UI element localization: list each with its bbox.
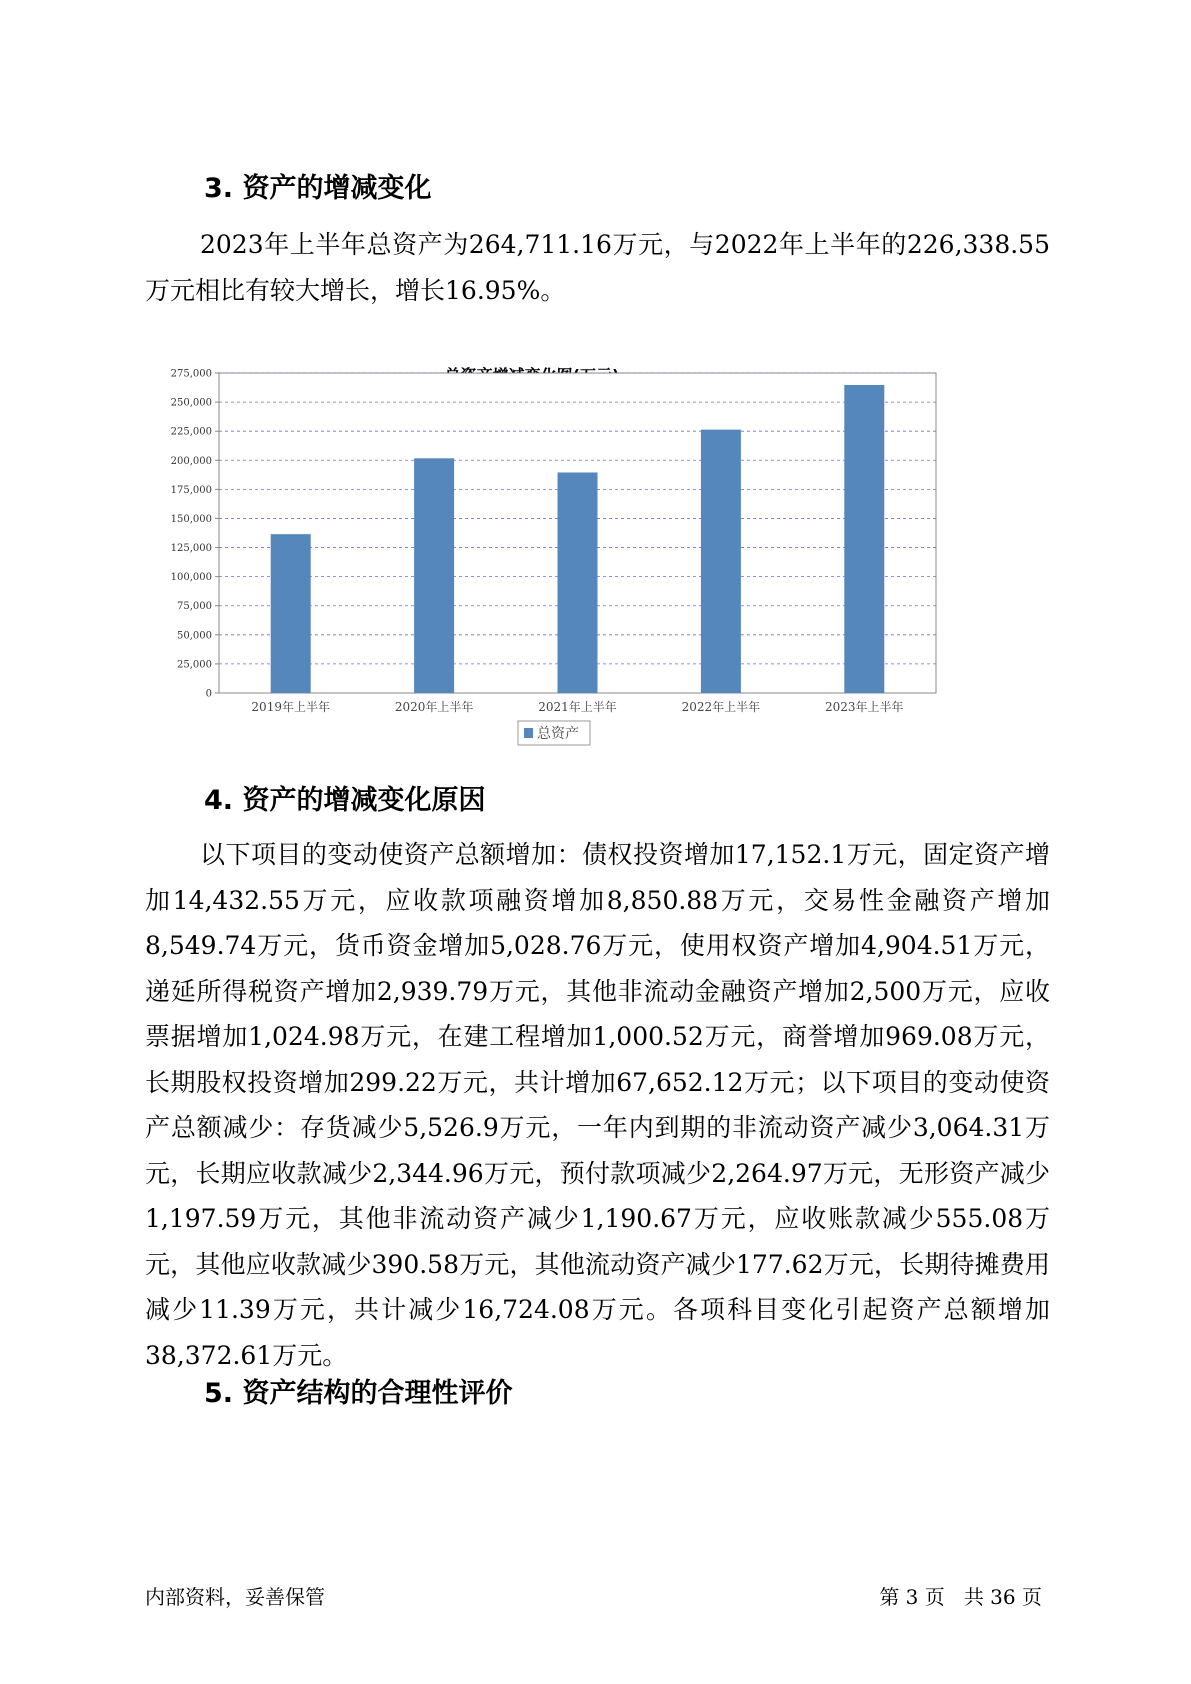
- x-tick-label: 2020年上半年: [394, 700, 474, 714]
- section-4-heading: 4. 资产的增减变化原因: [204, 785, 486, 816]
- y-tick-label: 50,000: [177, 630, 212, 642]
- footer-left: 内部资料，妥善保管: [145, 1585, 325, 1609]
- y-tick-label: 75,000: [177, 601, 212, 613]
- y-axis-ticks: [171, 369, 219, 700]
- section-3-paragraph: 2023年上半年总资产为264,711.16万元，与2022年上半年的226,338.55万元相比有较大增长，增长16.95%。: [145, 230, 1050, 305]
- x-tick-label: 2022年上半年: [681, 700, 761, 714]
- y-tick-label: 275,000: [170, 368, 212, 380]
- legend-label: 总资产: [537, 726, 579, 742]
- total-assets-chart: [140, 352, 1020, 807]
- y-tick-label: 125,000: [170, 543, 212, 555]
- y-tick-label: 0: [205, 688, 212, 700]
- y-tick-label: 175,000: [170, 484, 212, 496]
- bar: [414, 458, 454, 693]
- legend-swatch: [524, 728, 533, 738]
- section-3-heading: 3. 资产的增减变化: [204, 173, 432, 204]
- y-tick-label: 225,000: [170, 426, 212, 438]
- section-4-paragraph: 以下项目的变动使资产总额增加：债权投资增加17,152.1万元，固定资产增加14,432.55万元，应收款项融资增加8,850.88万元，交易性金融资产增加8,549.74万元，货币资金增加5,028.76万元，使用权资产增加4,904.51万元，递延所得税资产增加2,939.79万元，其他非流动金融资产增加2,500万元，应收票据增加1,024.98万元，在建工程增加1,000.52万元，商誉增加969.08万元，长期股权投资增加299.22万元，共计增加67,652.12万元；以下项目的变动使资产总额减少：存货减少5,526.9万元，一年内到期的非流动资产减少3,064.31万元，长期应收款减少2,344.96万元，预付款项减少2,264.97万元，无形资产减少1,197.59万元，其他非流动资产减少1,190.67万元，应收账款减少555.08万元，其他应收款减少390.58万元，其他流动资产减少177.62万元，长期待摊费用减少11.39万元，共计减少16,724.08万元。各项科目变化引起资产总额增加38,372.61万元。: [145, 840, 1050, 1370]
- y-tick-label: 25,000: [177, 659, 212, 671]
- footer-page-number: 第 3 页 共 36 页: [879, 1585, 1042, 1609]
- bar: [271, 534, 311, 693]
- legend: [518, 721, 590, 745]
- chart-svg: [140, 352, 1020, 807]
- x-tick-label: 2023年上半年: [825, 700, 904, 714]
- x-tick-label: 2021年上半年: [538, 700, 617, 714]
- y-tick-label: 150,000: [170, 513, 212, 525]
- x-axis-ticks: [251, 699, 903, 714]
- bar: [844, 385, 884, 693]
- bar: [558, 472, 598, 693]
- y-tick-label: 200,000: [170, 455, 212, 467]
- x-tick-label: 2019年上半年: [251, 700, 330, 714]
- y-tick-label: 100,000: [170, 572, 212, 584]
- section-5-heading: 5. 资产结构的合理性评价: [204, 1378, 513, 1409]
- bar: [701, 430, 741, 693]
- y-tick-label: 250,000: [170, 397, 212, 409]
